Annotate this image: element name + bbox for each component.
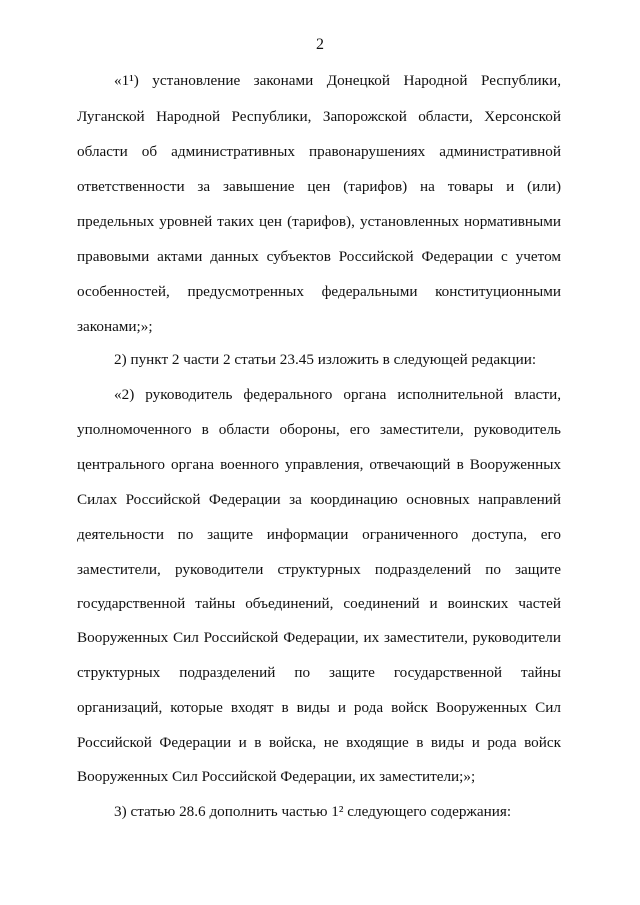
paragraph-item-2-text-line-12: Вооруженных Сил Российской Федерации, их заместители;»; bbox=[77, 768, 476, 785]
paragraph-item-2-text-line-10: организаций, которые входят в виды и рода войск Вооруженных Сил bbox=[77, 699, 561, 716]
paragraph-item-2-text-line-2: уполномоченного в области обороны, его заместители, руководитель bbox=[77, 421, 561, 438]
paragraph-item-2-text-line-3: центрального органа военного управления, отвечающий в Вооруженных bbox=[77, 456, 561, 473]
paragraph-item-1-1-line-8: законами;»; bbox=[77, 318, 153, 335]
paragraph-item-2-text-line-4: Силах Российской Федерации за координацию основных направлений bbox=[77, 491, 561, 508]
paragraph-item-1-1-line-6: правовыми актами данных субъектов Российской Федерации с учетом bbox=[77, 248, 561, 265]
paragraph-item-1-1-line-2: Луганской Народной Республики, Запорожской области, Херсонской bbox=[77, 108, 561, 125]
paragraph-item-1-1-line-5: предельных уровней таких цен (тарифов), установленных нормативными bbox=[77, 213, 561, 230]
paragraph-item-1-1-line-1: «1¹) установление законами Донецкой Народной Республики, bbox=[114, 72, 561, 89]
paragraph-item-2-line-1: 2) пункт 2 части 2 статьи 23.45 изложить в следующей редакции: bbox=[114, 351, 537, 368]
page-number: 2 bbox=[316, 36, 324, 53]
paragraph-item-3-line-1: 3) статью 28.6 дополнить частью 1² следующего содержания: bbox=[114, 803, 512, 820]
paragraph-item-2-text-line-8: Вооруженных Сил Российской Федерации, их заместители, руководители bbox=[77, 629, 561, 646]
paragraph-item-2-text-line-1: «2) руководитель федерального органа исполнительной власти, bbox=[114, 386, 561, 403]
paragraph-item-2-text-line-9: структурных подразделений по защите государственной тайны bbox=[77, 664, 561, 681]
paragraph-item-1-1-line-3: области об административных правонарушениях административной bbox=[77, 143, 561, 160]
paragraph-item-1-1-line-4: ответственности за завышение цен (тарифов) на товары и (или) bbox=[77, 178, 561, 195]
paragraph-item-1-1-line-7: особенностей, предусмотренных федеральными конституционными bbox=[77, 283, 561, 300]
paragraph-item-2-text-line-7: государственной тайны объединений, соединений и воинских частей bbox=[77, 595, 561, 612]
paragraph-item-2-text-line-11: Российской Федерации и в войска, не входящие в виды и рода войск bbox=[77, 734, 561, 751]
paragraph-item-2-text-line-5: деятельности по защите информации ограниченного доступа, его bbox=[77, 526, 561, 543]
paragraph-item-2-text-line-6: заместители, руководители структурных подразделений по защите bbox=[77, 561, 561, 578]
